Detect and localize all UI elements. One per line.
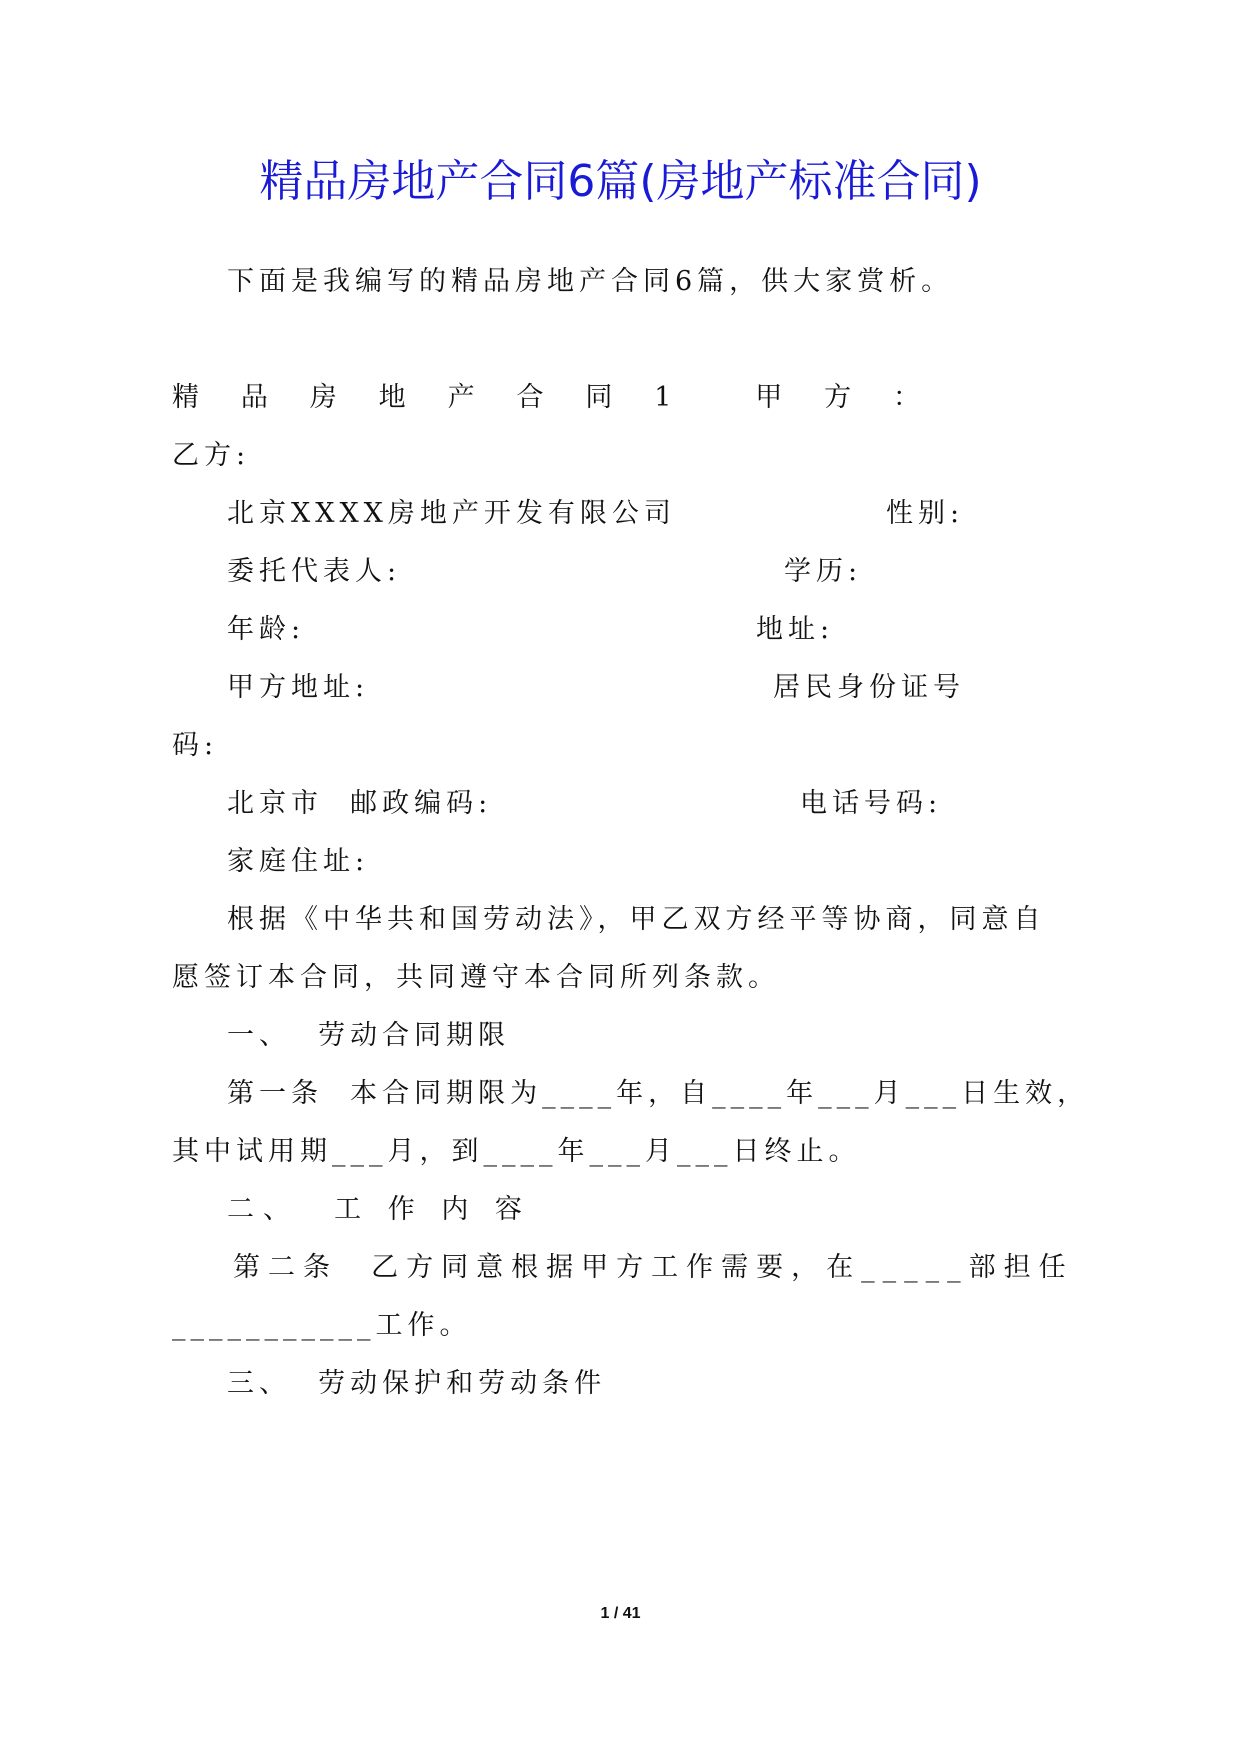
section-heading: 三、 劳动保护和劳动条件 xyxy=(227,1368,607,1399)
heading-char: 品 xyxy=(240,382,268,413)
heading-char: 同 xyxy=(585,382,613,413)
article-line: 其中试用期___月，到____年___月___日终止。 xyxy=(172,1136,861,1167)
heading-char: 精 xyxy=(172,382,199,413)
phone-label: 电话号码: xyxy=(800,788,943,819)
intro-paragraph: 下面是我编写的精品房地产合同6篇，供大家赏析。 xyxy=(227,266,954,297)
heading-char: 产 xyxy=(447,382,475,413)
id-number-label-cont: 码: xyxy=(172,730,219,761)
article-line: ___________工作。 xyxy=(172,1310,472,1341)
party-a-address-label: 甲方地址: xyxy=(227,672,370,703)
company-name: 北京XXXX房地产开发有限公司 xyxy=(227,498,676,529)
party-b-label: 乙方: xyxy=(172,440,251,471)
heading-char: 方 xyxy=(824,382,852,413)
page-number: 1 / 41 xyxy=(600,1605,641,1622)
gender-label: 性别: xyxy=(886,498,965,529)
id-number-label: 居民身份证号 xyxy=(773,672,965,703)
address-label: 地址: xyxy=(756,614,835,645)
section-heading: 一、 劳动合同期限 xyxy=(227,1020,511,1051)
paragraph-line: 根据《中华共和国劳动法》，甲乙双方经平等协商，同意自 xyxy=(227,904,1046,935)
heading-char: 地 xyxy=(378,382,406,413)
heading-char: 合 xyxy=(516,382,544,413)
delegate-label: 委托代表人: xyxy=(227,556,402,587)
paragraph-line: 愿签订本合同，共同遵守本合同所列条款。 xyxy=(172,962,780,993)
article-line: 第二条 乙方同意根据甲方工作需要，在_____部担任 xyxy=(233,1252,1074,1283)
heading-char: 1 xyxy=(654,382,672,413)
heading-char: 房 xyxy=(309,382,337,413)
heading-char: 甲 xyxy=(755,382,783,413)
contract-heading-line xyxy=(172,378,920,418)
education-label: 学历: xyxy=(784,556,863,587)
section-heading: 二、 工 作 内 容 xyxy=(227,1194,531,1225)
age-label: 年龄: xyxy=(227,614,306,645)
home-address-label: 家庭住址: xyxy=(227,846,370,877)
postcode-label: 北京市 邮政编码: xyxy=(227,788,493,819)
document-title: 精品房地产合同6篇(房地产标准合同) xyxy=(259,156,982,207)
article-line: 第一条 本合同期限为____年，自____年___月___日生效， xyxy=(227,1078,1090,1109)
heading-char: ： xyxy=(892,382,920,413)
